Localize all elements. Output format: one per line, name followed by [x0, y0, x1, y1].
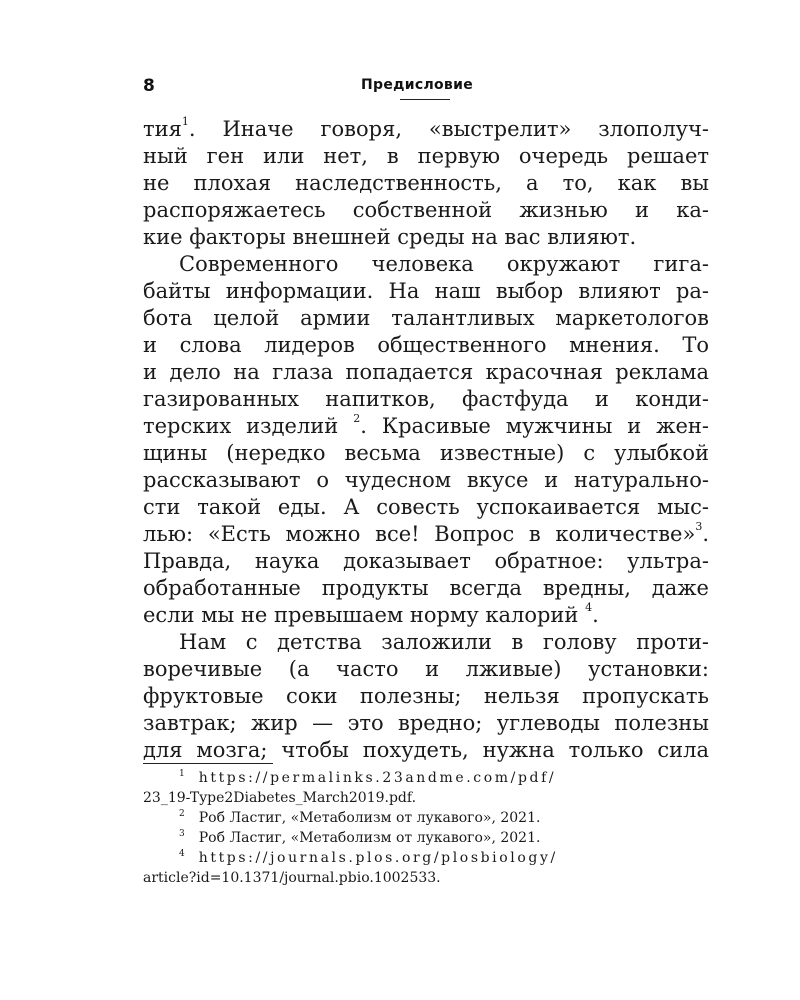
text-line: рассказывают о чудесном вкусе и натурально- [143, 468, 709, 492]
text-line [143, 413, 709, 440]
text-line: распоряжаетесь собственной жизнью и ка- [143, 198, 709, 222]
footnote-separator [143, 763, 273, 764]
text-line: для мозга; чтобы похудеть, нужна только сила [143, 738, 709, 762]
text-line: Нам с детства заложили в голову проти- [179, 630, 709, 654]
text-line: и дело на глаза попадается красочная реклама [143, 360, 709, 384]
text-line: воречивые (а часто и лживые) установки: [143, 657, 709, 681]
text-line: и слова лидеров общественного мнения. То [143, 333, 709, 357]
text-line: не плохая наследственность, а то, как вы [143, 171, 709, 195]
footnote-1-continuation[interactable]: 23_19-Type2Diabetes_March2019.pdf. [143, 790, 417, 806]
text-line: Правда, наука доказывает обратное: ультра- [143, 549, 709, 573]
text-line: газированных напитков, фастфуда и конди- [143, 387, 709, 411]
page-header [143, 74, 709, 104]
footnote-link[interactable]: https://permalinks.23andme.com/pdf/ [198, 770, 557, 786]
text-line: Современного человека окружают гига- [179, 252, 709, 276]
text-line: фруктовые соки полезны; нельзя пропускать [143, 684, 709, 708]
text-line: ный ген или нет, в первую очередь решает [143, 144, 709, 168]
footnote-4-continuation[interactable]: article?id=10.1371/journal.pbio.1002533. [143, 870, 441, 886]
text-fragment: терских изделий [143, 414, 354, 438]
text-line: бота целой армии талантливых маркетологов [143, 306, 709, 330]
footnote-ref: 3 [695, 520, 703, 533]
footnote-ref: 2 [353, 412, 361, 425]
text-fragment: . Иначе говоря, «выстрелит» злополуч- [188, 117, 709, 141]
text-line: завтрак; жир — это вредно; углеводы полезны [143, 711, 709, 735]
footnotes [143, 768, 709, 888]
text-fragment: лью: «Есть можно все! Вопрос в количестве» [143, 522, 696, 546]
body-text [143, 116, 709, 764]
footnote-ref: 1 [181, 115, 189, 128]
footnote-1 [143, 768, 709, 788]
footnote-mark: 1 [179, 769, 185, 779]
footnote-mark: 4 [179, 849, 185, 859]
footnote-2 [143, 808, 709, 828]
text-fragment: если мы не превышаем норму калорий [143, 603, 586, 627]
text-line: сти такой еды. А совесть успокаивается мыс- [143, 495, 709, 519]
text-fragment: . Красивые мужчины и жен- [360, 414, 709, 438]
footnote-text: Роб Ластиг, «Метаболизм от лукавого», 2021. [198, 830, 541, 846]
text-line [143, 521, 709, 548]
text-line [143, 602, 709, 629]
footnote-text: Роб Ластиг, «Метаболизм от лукавого», 2021. [198, 810, 541, 826]
footnote-mark: 3 [179, 829, 185, 839]
text-fragment: . [702, 522, 709, 546]
text-fragment: тия [143, 117, 182, 141]
running-title: Предисловие [361, 77, 473, 93]
header-rule [400, 99, 450, 100]
text-line: кие факторы внешней среды на вас влияют. [143, 225, 637, 249]
text-line: обработанные продукты всегда вредны, даже [143, 576, 709, 600]
footnote-link[interactable]: https://journals.plos.org/plosbiology/ [198, 850, 558, 866]
text-line [143, 116, 709, 143]
footnote-ref: 4 [585, 601, 593, 614]
text-line: байты информации. На наш выбор влияют ра- [143, 279, 709, 303]
page-number: 8 [143, 76, 155, 96]
footnote-4 [143, 848, 709, 868]
footnote-mark: 2 [179, 809, 185, 819]
footnote-3 [143, 828, 709, 848]
text-line: щины (нередко весьма известные) с улыбкой [143, 441, 709, 465]
text-fragment: . [592, 603, 599, 627]
